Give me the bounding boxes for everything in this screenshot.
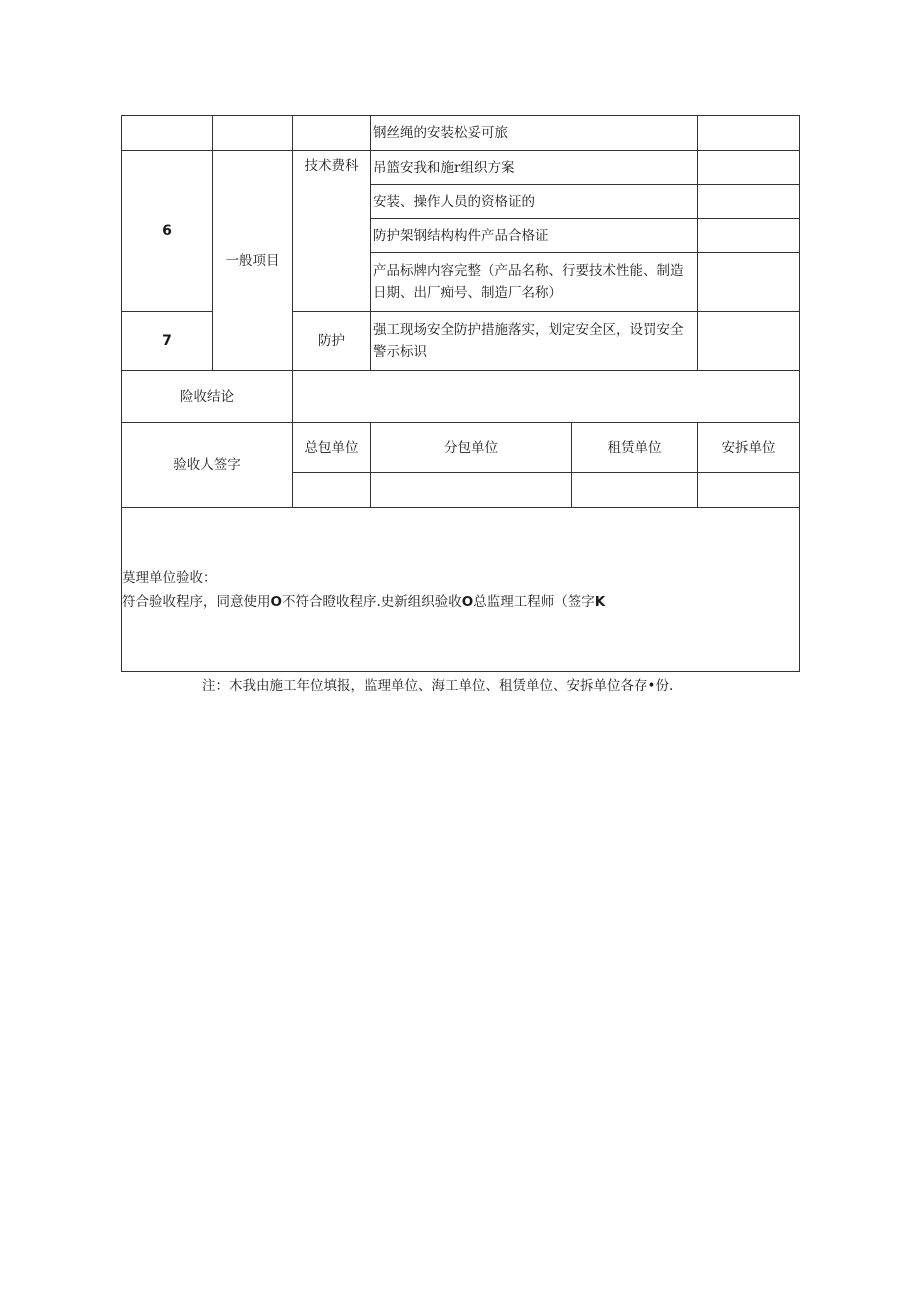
table-cell xyxy=(122,116,213,151)
signature-mark: K xyxy=(594,593,606,610)
table-row xyxy=(122,423,800,473)
conclusion-field[interactable] xyxy=(293,371,800,423)
table-cell xyxy=(293,116,371,151)
signature-field-general[interactable] xyxy=(293,473,371,508)
option-reject-text: 不符合瞪收程序.史新组织验收 xyxy=(281,593,462,610)
unit-general-contractor: 总包单位 xyxy=(293,423,371,473)
unit-subcontractor: 分包单位 xyxy=(371,423,572,473)
conclusion-label: 险收结论 xyxy=(122,371,293,423)
check-item: 吊篮安我和施r组织方案 xyxy=(371,151,698,185)
row-number: 6 xyxy=(122,151,213,312)
signature-label: 验收人签字 xyxy=(122,423,293,508)
row-number: 7 xyxy=(122,312,213,371)
chief-engineer-signature-label: 总监理工程师（签字 xyxy=(473,593,595,610)
check-item: 强工现场安全防护措施落实，划定安全区，设罚安全警示标识 xyxy=(371,312,698,371)
footnote: 注：木我由施工年位填报，监理单位、海工单位、租赁单位、安拆单位各存•份. xyxy=(202,678,674,694)
acceptance-table xyxy=(121,115,800,672)
result-cell xyxy=(698,253,800,312)
check-item: 产品标牌内容完整（产品名称、行要技术性能、制造日期、出厂痴号、制造厂名称） xyxy=(371,253,698,312)
category-cell: 一般项目 xyxy=(213,151,293,371)
check-item: 安装、操作人员的资格证的 xyxy=(371,185,698,219)
table-row xyxy=(122,508,800,672)
approve-checkbox[interactable]: O xyxy=(270,593,282,610)
signature-field-sub[interactable] xyxy=(371,473,572,508)
supervision-title: 莫理单位验收： xyxy=(122,569,217,586)
supervision-options xyxy=(122,590,799,614)
option-approve-text: 符合验收程序，同意使用 xyxy=(122,593,271,610)
table-row xyxy=(122,116,800,151)
signature-field-leasing[interactable] xyxy=(572,473,698,508)
result-cell xyxy=(698,312,800,371)
result-cell xyxy=(698,185,800,219)
subject-cell: 防护 xyxy=(293,312,371,371)
check-item: 防护架钢结构构件产品合格证 xyxy=(371,219,698,253)
reject-checkbox[interactable]: O xyxy=(461,593,474,610)
unit-installer: 安拆单位 xyxy=(698,423,800,473)
result-cell xyxy=(698,116,800,151)
table-row xyxy=(122,371,800,423)
supervision-section xyxy=(122,508,800,672)
result-cell xyxy=(698,151,800,185)
table-row xyxy=(122,151,800,185)
table-cell xyxy=(213,116,293,151)
result-cell xyxy=(698,219,800,253)
signature-field-installer[interactable] xyxy=(698,473,800,508)
unit-leasing: 租赁单位 xyxy=(572,423,698,473)
subject-cell: 技术费科 xyxy=(293,151,371,312)
check-item: 钢丝绳的安装松妥可旅 xyxy=(371,116,698,151)
